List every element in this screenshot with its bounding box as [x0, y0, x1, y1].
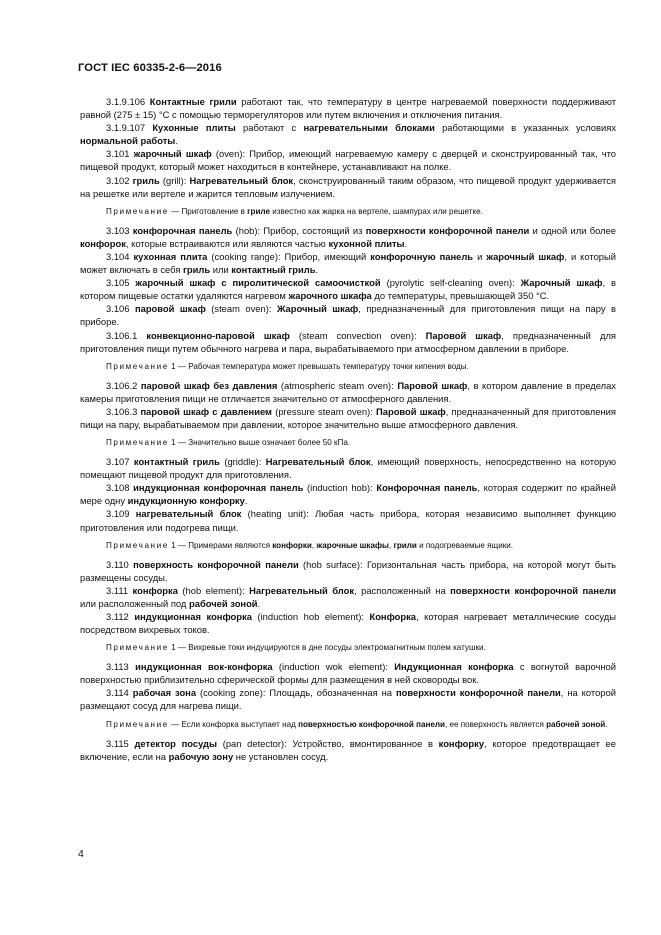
- text-run: с вогнутой варочной поверхностью приблизительно сферической формы для размещения в ней сковороды вок.: [80, 661, 617, 686]
- defined-term: индукционная вок-конфорка: [135, 661, 273, 673]
- defined-term: поверхностью конфорочной панели: [298, 719, 445, 729]
- defined-term: рабочей зоной: [189, 597, 258, 609]
- text-run: .: [605, 719, 608, 729]
- note-paragraph: [80, 206, 616, 218]
- term-paragraph: [80, 302, 616, 328]
- defined-term: конфорочная панель: [132, 224, 233, 236]
- text-run: 3.101: [106, 148, 134, 160]
- defined-term: конфорка: [132, 584, 178, 596]
- text-run: (induction hob):: [303, 482, 377, 494]
- text-run: , в котором давление в пределах камеры приготовления пищи не отличается значительно от атмосферного давления.: [80, 379, 616, 404]
- text-run: , на которой размещают сосуд для нагрева пищи.: [80, 687, 616, 712]
- defined-term: паровой шкаф: [134, 303, 206, 315]
- defined-term: конфорки: [272, 540, 312, 550]
- text-run: или: [210, 264, 232, 276]
- text-run: (heating unit): Любая часть прибора, которая независимо выполняет функцию приготовления или подогрева пищи.: [80, 508, 616, 533]
- text-run: .: [315, 264, 319, 276]
- text-run: 3.109: [106, 508, 136, 520]
- note-label: Примечание: [106, 643, 169, 653]
- text-run: (steam convection oven):: [289, 329, 426, 341]
- text-run: 3.110: [106, 558, 134, 570]
- defined-term: поверхности конфорочной панели: [450, 584, 616, 596]
- defined-term: конфорок: [80, 237, 126, 249]
- page-number: 4: [78, 848, 84, 860]
- term-paragraph: [80, 174, 616, 200]
- defined-term: конвекционно-паровой шкаф: [146, 329, 290, 341]
- defined-term: Индукционная конфорка: [394, 661, 514, 673]
- text-run: (oven): Прибор, имеющий нагреваемую камеру с дверцей и сконструированный так, что пищевой продукт, который может находиться в контейнере, устанавливают на полке.: [80, 148, 616, 173]
- text-run: , предназначенный для приготовления пищи путем обычного нагрева и пара, вырабатываемого при атмосферном давлении в приборе.: [80, 329, 616, 354]
- text-run: 3.114: [106, 687, 133, 699]
- defined-term: грили: [393, 540, 417, 550]
- defined-term: жарочного шкафа: [288, 290, 372, 302]
- note-paragraph: [80, 437, 616, 449]
- text-run: 3.107: [106, 456, 134, 468]
- text-run: , имеющий поверхность, непосредственно на которую помещают пищевой продукт для приготовления.: [80, 456, 616, 481]
- defined-term: гриле: [247, 206, 270, 216]
- text-run: 3.106: [106, 303, 135, 315]
- text-run: (atmospheric steam oven):: [277, 379, 398, 391]
- defined-term: контактный гриль: [231, 264, 316, 276]
- defined-term: гриль: [132, 174, 160, 186]
- text-run: , предназначенный для приготовления пищи на пару в приборе.: [80, 303, 616, 328]
- text-run: 3.113: [106, 661, 136, 673]
- text-run: 3.103: [106, 224, 133, 236]
- text-run: (grill):: [159, 174, 190, 186]
- text-run: работающими в указанных условиях: [434, 122, 617, 134]
- text-run: (pan detector): Устройство, вмонтированное в: [217, 737, 439, 749]
- term-paragraph: [80, 660, 616, 686]
- text-run: или расположенный под: [80, 597, 190, 609]
- defined-term: контактный гриль: [133, 456, 220, 468]
- defined-term: жарочный шкаф: [486, 250, 565, 262]
- text-run: 3.108: [106, 482, 134, 494]
- text-run: ,: [311, 540, 317, 550]
- defined-term: Паровой шкаф: [397, 379, 468, 391]
- text-run: 3.111: [106, 584, 133, 596]
- defined-term: рабочая зона: [132, 687, 197, 699]
- term-paragraph: [80, 610, 616, 636]
- defined-term: паровой шкаф с давлением: [140, 405, 272, 417]
- note-label: Примечание: [106, 719, 169, 729]
- defined-term: нагревательный блок: [135, 508, 242, 520]
- text-run: и одной или более: [529, 224, 617, 236]
- defined-term: паровой шкаф без давления: [140, 379, 278, 391]
- text-run: (hob surface): Горизонтальная часть прибора, на которой могут быть размещены сосуды.: [80, 558, 616, 583]
- defined-term: индукционную конфорку: [127, 495, 245, 507]
- defined-term: кухонная плита: [133, 250, 208, 262]
- defined-term: Кухонные плиты: [152, 122, 236, 134]
- text-run: (hob): Прибор, состоящий из: [232, 224, 366, 236]
- note-paragraph: [80, 540, 616, 552]
- text-run: (cooking range): Прибор, имеющий: [207, 250, 371, 262]
- text-run: (hob element):: [177, 584, 250, 596]
- text-run: 1 — Рабочая температура может превышать температуру точки кипения воды.: [168, 361, 469, 371]
- text-run: , предназначенный для приготовления пищи на пару, вырабатываемом при давлении, которое значительно выше атмосферного давления.: [80, 405, 616, 430]
- defined-term: конфорку: [438, 737, 485, 749]
- defined-term: нагревательными блоками: [303, 122, 435, 134]
- text-run: , и который может включать в себя: [80, 250, 616, 276]
- text-run: 3.115: [106, 737, 135, 749]
- defined-term: Жарочный шкаф: [276, 303, 359, 315]
- text-run: , которая нагревает металлические сосуды посредством вихревых токов.: [80, 611, 616, 636]
- term-paragraph: [80, 455, 616, 481]
- text-run: 1 — Вихревые токи индуцируются в дне посуды электромагнитным полем катушки.: [168, 643, 486, 653]
- defined-term: жарочные шкафы: [316, 540, 389, 550]
- text-run: известно как жарка на вертеле, шампурах или решетке.: [269, 206, 483, 216]
- defined-term: нормальной работы: [80, 135, 176, 147]
- text-run: — Приготовление в: [168, 206, 248, 216]
- term-paragraph: [80, 507, 616, 533]
- defined-term: кухонной плиты: [328, 237, 405, 249]
- defined-term: Нагревательный блок: [265, 456, 371, 468]
- term-paragraph: [80, 250, 616, 276]
- defined-term: Контактные грили: [149, 96, 237, 107]
- text-run: не установлен сосуд.: [233, 750, 329, 762]
- text-run: (pressure steam oven):: [272, 405, 377, 417]
- text-run: , которая содержит по крайней мере одну: [80, 482, 616, 507]
- text-run: , которые встраиваются или являются частью: [125, 237, 329, 249]
- defined-term: поверхности конфорочной панели: [365, 224, 530, 236]
- defined-term: Конфорка: [369, 611, 417, 622]
- text-run: работают с: [235, 122, 304, 134]
- note-label: Примечание: [106, 438, 169, 448]
- defined-term: жарочный шкаф с пиролитической самоочисткой: [135, 277, 381, 289]
- text-run: работают так, что температуру в центре нагреваемой поверхности поддерживают равной (275 ± 15) °С с помощью терморегуляторов или путем включения и отключения питания.: [80, 96, 616, 121]
- text-run: 3.1.9.106: [106, 96, 150, 107]
- text-run: и: [473, 250, 487, 262]
- defined-term: Жарочный шкаф: [520, 277, 603, 289]
- defined-term: жарочный шкаф: [133, 148, 212, 160]
- text-run: , ее поверхность является: [444, 719, 547, 729]
- text-run: 3.102: [106, 174, 133, 186]
- text-run: 3.105: [106, 277, 136, 289]
- text-run: до температуры, превышающей 350 °С.: [371, 290, 550, 302]
- term-paragraph: [80, 379, 616, 405]
- defined-term: Конфорочная панель: [376, 482, 478, 494]
- defined-term: рабочую зону: [168, 750, 234, 762]
- document-body: [80, 95, 616, 763]
- note-paragraph: [80, 361, 616, 373]
- defined-term: Паровой шкаф: [425, 329, 502, 341]
- term-paragraph: [80, 405, 616, 431]
- note-paragraph: [80, 642, 616, 654]
- defined-term: конфорочную панель: [370, 250, 474, 262]
- term-paragraph: [80, 224, 616, 250]
- text-run: и подогреваемые ящики.: [416, 540, 514, 550]
- text-run: 3.1.9.107: [106, 122, 153, 134]
- defined-term: индукционная конфорка: [134, 611, 252, 622]
- text-run: , расположенный на: [354, 584, 451, 596]
- defined-term: рабочей зоной: [546, 719, 606, 729]
- note-label: Примечание: [106, 540, 169, 550]
- text-run: 1 — Значительно выше означает более 50 кПа.: [168, 438, 351, 448]
- text-run: ,: [388, 540, 394, 550]
- text-run: 3.106.2: [106, 379, 141, 391]
- term-paragraph: [80, 276, 616, 302]
- text-run: (griddle):: [219, 456, 266, 468]
- defined-term: Нагревательный блок: [249, 584, 355, 596]
- text-run: 1 — Примерами являются: [168, 540, 273, 550]
- defined-term: поверхности конфорочной панели: [395, 687, 561, 699]
- text-run: (cooking zone): Площадь, обозначенная на: [196, 687, 396, 699]
- term-paragraph: [80, 147, 616, 173]
- term-paragraph: [80, 329, 616, 355]
- term-paragraph: [80, 584, 616, 610]
- text-run: 3.104: [106, 250, 134, 262]
- defined-term: поверхность конфорочной панели: [133, 558, 299, 570]
- text-run: (induction hob element):: [251, 611, 370, 622]
- note-label: Примечание: [106, 361, 169, 371]
- defined-term: Нагревательный блок: [189, 174, 294, 186]
- text-run: (pyrolytic self-cleaning oven):: [380, 277, 521, 289]
- text-run: , которое предотвращает ее включение, если на: [80, 737, 616, 762]
- term-paragraph: [80, 95, 616, 121]
- defined-term: детектор посуды: [134, 737, 218, 749]
- note-label: Примечание: [106, 206, 169, 216]
- term-paragraph: [80, 737, 616, 763]
- defined-term: гриль: [183, 264, 211, 276]
- text-run: .: [404, 237, 408, 249]
- text-run: 3.112: [106, 611, 135, 622]
- term-paragraph: [80, 558, 616, 584]
- text-run: .: [175, 135, 178, 147]
- standard-header: ГОСТ IEC 60335-2-6—2016: [78, 62, 222, 74]
- text-run: — Если конфорка выступает над: [168, 719, 299, 729]
- defined-term: индукционная конфорочная панель: [133, 482, 304, 494]
- term-paragraph: [80, 481, 616, 507]
- term-paragraph: [80, 121, 616, 147]
- defined-term: Паровой шкаф: [376, 405, 446, 417]
- text-run: , в котором пищевые остатки удаляются нагревом: [80, 277, 616, 302]
- text-run: 3.106.1: [106, 329, 147, 341]
- note-paragraph: [80, 719, 616, 731]
- text-run: (induction wok element):: [272, 661, 395, 673]
- text-run: , сконструированный таким образом, что пищевой продукт удерживается на решетке или вертеле и жарится тепловым излучением.: [80, 174, 616, 199]
- term-paragraph: [80, 686, 616, 712]
- text-run: (steam oven):: [205, 303, 277, 315]
- text-run: .: [257, 597, 261, 609]
- text-run: .: [244, 495, 248, 507]
- text-run: 3.106.3: [106, 405, 141, 417]
